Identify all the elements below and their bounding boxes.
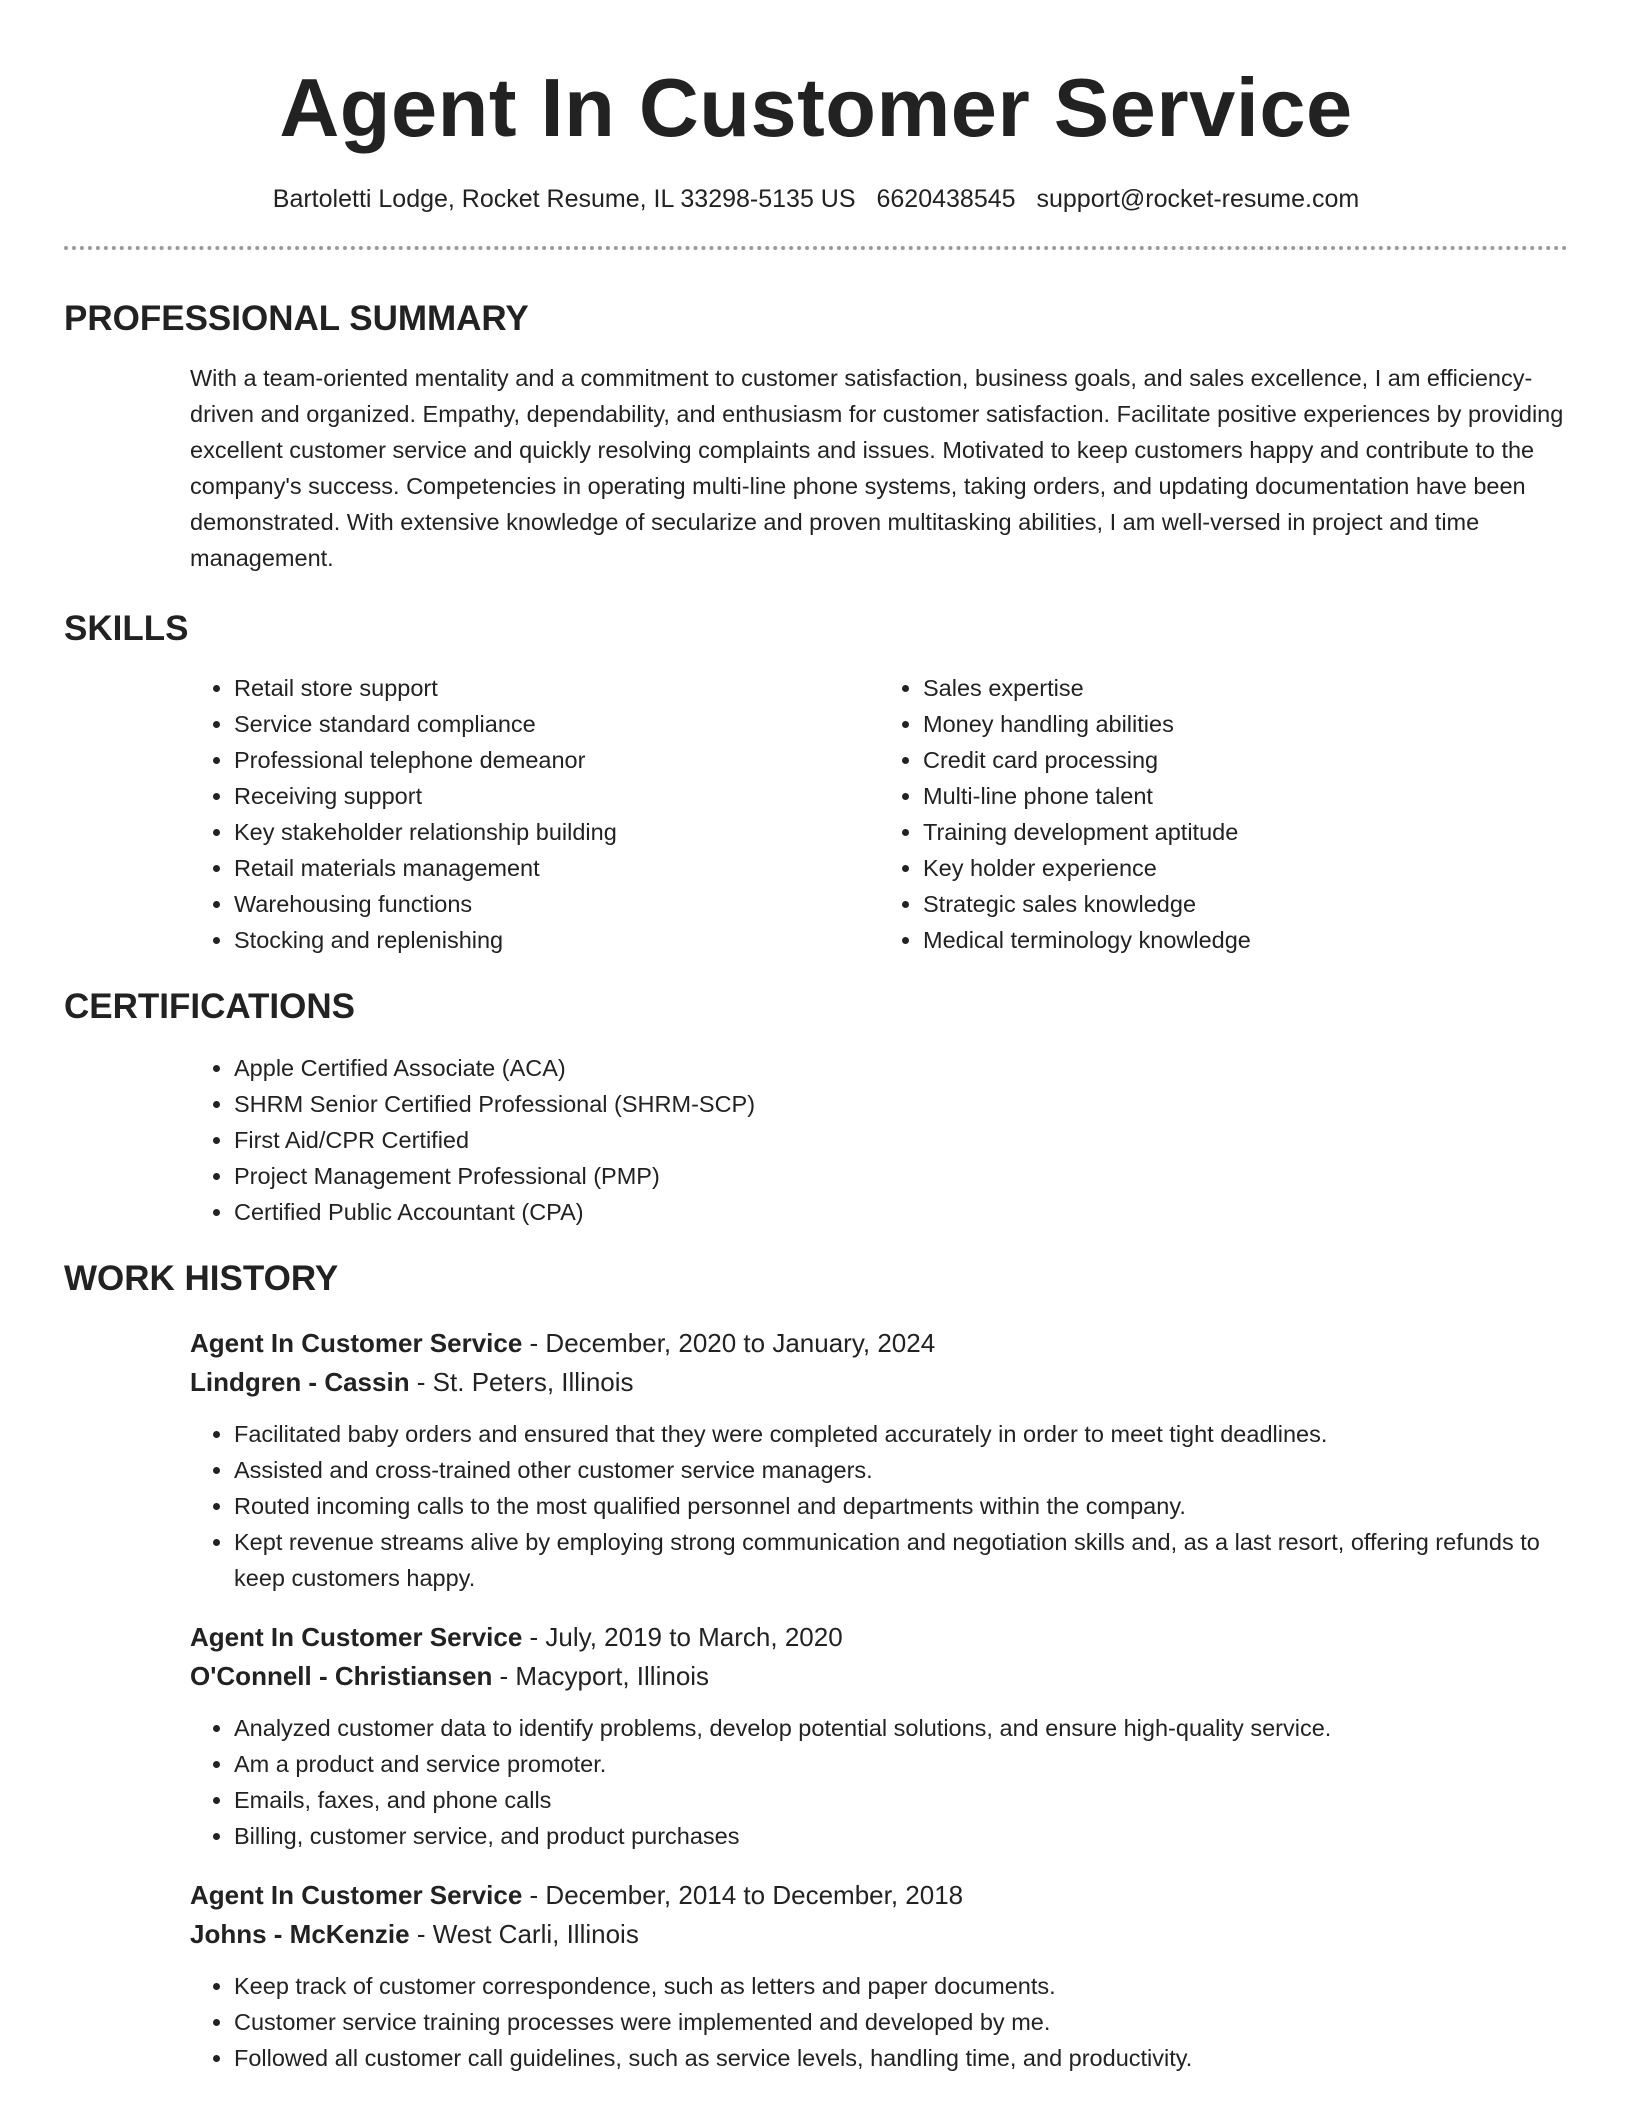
job-entry	[190, 1618, 1568, 1854]
skill-item: • Sales expertise	[923, 670, 1568, 706]
job-role: Agent In Customer Service	[190, 1880, 523, 1910]
skill-item: • Medical terminology knowledge	[923, 922, 1568, 958]
skill-item: • Retail materials management	[234, 850, 879, 886]
job-location: - St. Peters, Illinois	[409, 1367, 634, 1397]
skill-item: • Key holder experience	[923, 850, 1568, 886]
certification-item: • Certified Public Accountant (CPA)	[234, 1194, 1568, 1230]
job-duty: • Billing, customer service, and product purchases	[234, 1818, 1568, 1854]
job-entry	[190, 1876, 1568, 2076]
certifications-list	[190, 1050, 1568, 1230]
job-entry	[190, 1324, 1568, 1596]
job-duty: • Kept revenue streams alive by employing strong communication and negotiation skills and, as a last resort, offering refunds to keep customers happy.	[234, 1524, 1568, 1596]
job-duty: • Followed all customer call guidelines, such as service levels, handling time, and productivity.	[234, 2040, 1568, 2076]
section-title-summary: PROFESSIONAL SUMMARY	[64, 299, 529, 338]
job-duties	[190, 1968, 1568, 2076]
skill-item: • Service standard compliance	[234, 706, 879, 742]
job-duty: • Assisted and cross-trained other customer service managers.	[234, 1452, 1568, 1488]
skills-list-right	[879, 670, 1568, 958]
resume-name: Agent In Customer Service	[279, 61, 1353, 154]
contact-address: Bartoletti Lodge, Rocket Resume, IL 33298-5135 US	[272, 185, 856, 213]
resume-page	[64, 0, 1568, 2076]
job-duty: • Customer service training processes were implemented and developed by me.	[234, 2004, 1568, 2040]
skill-item: • Credit card processing	[923, 742, 1568, 778]
job-duty: • Analyzed customer data to identify problems, develop potential solutions, and ensure high-quality service.	[234, 1710, 1568, 1746]
job-duties	[190, 1710, 1568, 1854]
job-location: - Macyport, Illinois	[492, 1661, 710, 1691]
skill-item: • Professional telephone demeanor	[234, 742, 879, 778]
job-company-line	[190, 1657, 1568, 1696]
certification-item: • Apple Certified Associate (ACA)	[234, 1050, 1568, 1086]
job-duty: • Routed incoming calls to the most qualified personnel and departments within the company.	[234, 1488, 1568, 1524]
job-company: Lindgren - Cassin	[190, 1367, 410, 1397]
job-duty: • Keep track of customer correspondence, such as letters and paper documents.	[234, 1968, 1568, 2004]
skill-item: • Warehousing functions	[234, 886, 879, 922]
job-company-line	[190, 1363, 1568, 1402]
header-divider	[64, 246, 1568, 250]
job-dates: - December, 2020 to January, 2024	[522, 1328, 936, 1358]
job-dates: - July, 2019 to March, 2020	[522, 1622, 843, 1652]
skills-list-left	[190, 670, 879, 958]
job-duty: • Emails, faxes, and phone calls	[234, 1782, 1568, 1818]
skill-item: • Stocking and replenishing	[234, 922, 879, 958]
skill-item: • Retail store support	[234, 670, 879, 706]
job-duty: • Am a product and service promoter.	[234, 1746, 1568, 1782]
summary-text: With a team-oriented mentality and a commitment to customer satisfaction, business goals, and sales excellence, I am efficiency-driven and organized. Empathy, dependability, and enthusiasm for customer satisfaction. Facilitate positive experiences by providing excellent customer service and quickly resolving complaints and issues. Motivated to keep customers happy and contribute to the company's success. Competencies in operating multi-line phone systems, taking orders, and updating documentation have been demonstrated. With extensive knowledge of secularize and proven multitasking abilities, I am well-versed in project and time management.	[190, 365, 1564, 571]
job-company-line	[190, 1915, 1568, 1954]
skill-item: • Money handling abilities	[923, 706, 1568, 742]
contact-line	[64, 180, 1568, 218]
job-title-line	[190, 1618, 1568, 1657]
skill-item: • Strategic sales knowledge	[923, 886, 1568, 922]
job-role: Agent In Customer Service	[190, 1622, 523, 1652]
skill-item: • Key stakeholder relationship building	[234, 814, 879, 850]
job-role: Agent In Customer Service	[190, 1328, 523, 1358]
certification-item: • First Aid/CPR Certified	[234, 1122, 1568, 1158]
skill-item: • Multi-line phone talent	[923, 778, 1568, 814]
certification-item: • SHRM Senior Certified Professional (SHRM-SCP)	[234, 1086, 1568, 1122]
section-title-work-history: WORK HISTORY	[64, 1259, 339, 1298]
job-company: O'Connell - Christiansen	[190, 1661, 493, 1691]
contact-phone: 6620438545	[876, 185, 1016, 213]
job-location: - West Carli, Illinois	[409, 1919, 639, 1949]
section-title-certifications: CERTIFICATIONS	[64, 987, 356, 1026]
certifications-block	[190, 1050, 1568, 1230]
job-title-line	[190, 1876, 1568, 1915]
job-dates: - December, 2014 to December, 2018	[522, 1880, 964, 1910]
job-duty: • Facilitated baby orders and ensured that they were completed accurately in order to meet tight deadlines.	[234, 1416, 1568, 1452]
skills-columns	[190, 670, 1568, 958]
contact-email: support@rocket-resume.com	[1036, 185, 1360, 213]
job-title-line	[190, 1324, 1568, 1363]
skill-item: • Training development aptitude	[923, 814, 1568, 850]
job-duties	[190, 1416, 1568, 1596]
job-company: Johns - McKenzie	[190, 1919, 410, 1949]
section-title-skills: SKILLS	[64, 609, 189, 648]
certification-item: • Project Management Professional (PMP)	[234, 1158, 1568, 1194]
skill-item: • Receiving support	[234, 778, 879, 814]
